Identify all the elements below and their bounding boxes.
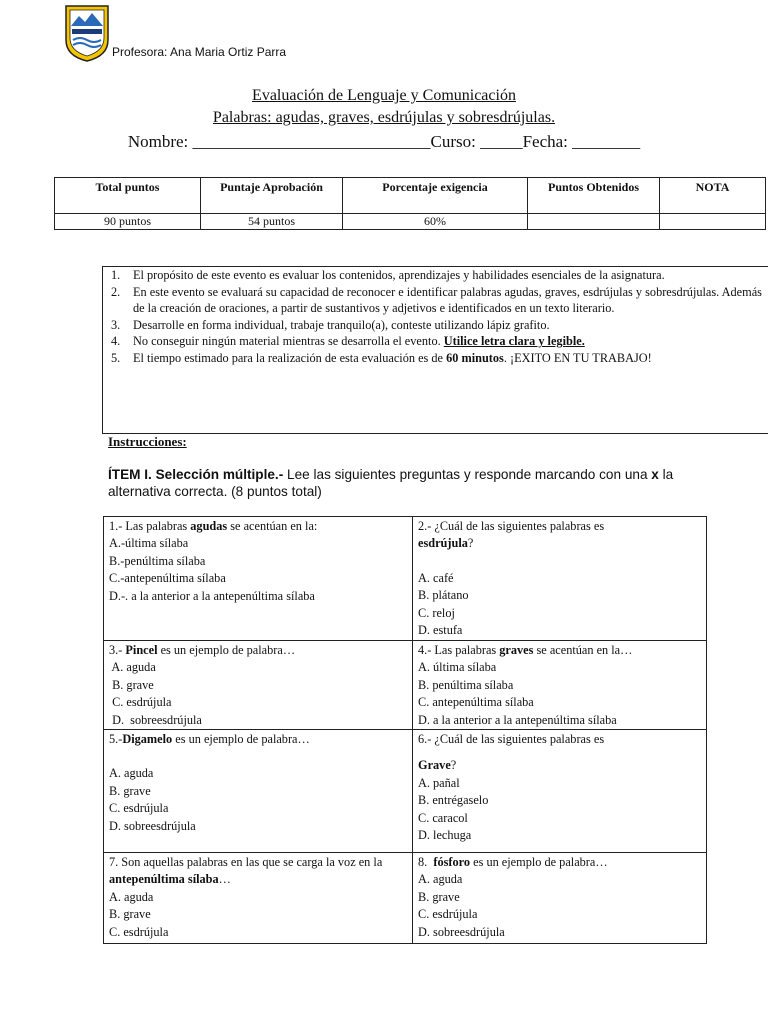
answer-option: C. esdrújula: [109, 695, 172, 710]
answer-option: D. sobreesdrújula: [109, 818, 196, 833]
answer-option: A. pañal: [418, 775, 460, 790]
score-header: Porcentaje exigencia: [343, 178, 528, 214]
answer-option: B. plátano: [418, 588, 469, 603]
answer-option: C. esdrújula: [109, 924, 169, 939]
question-cell-6: 6.- ¿Cuál de las siguientes palabras es Grave? A. pañal B. entrégaselo C. caracol D. lechuga: [413, 730, 707, 853]
score-cell: 54 puntos: [201, 214, 343, 230]
answer-option: A. aguda: [109, 766, 154, 781]
rule-item: 3. Desarrolle en forma individual, trabaje tranquilo(a), conteste utilizando lápiz grafito.: [111, 317, 550, 332]
answer-option: B. grave: [109, 783, 151, 798]
answer-option: B. grave: [109, 677, 154, 692]
score-header: Puntaje Aprobación: [201, 178, 343, 214]
score-cell: 90 puntos: [55, 214, 201, 230]
answer-option: A. aguda: [109, 889, 154, 904]
course-field-label: Curso: _____: [430, 132, 523, 151]
exam-subtitle: Palabras: agudas, graves, esdrújulas y sobresdrújulas.: [212, 109, 556, 126]
exam-title: Evaluación de Lenguaje y Comunicación: [252, 87, 516, 104]
student-info-line: [0, 132, 768, 152]
answer-option: B. penúltima sílaba: [418, 677, 514, 692]
answer-option: D. estufa: [418, 623, 463, 638]
rule-item: 4. No conseguir ningún material mientras se desarrolla el evento. Utilice letra clara y legible.: [111, 334, 585, 349]
answer-option: C. antepenúltima sílaba: [418, 695, 534, 710]
question-cell-7: 7. Son aquellas palabras en las que se carga la voz en la antepenúltima sílaba… A. aguda B. grave C. esdrújula: [104, 853, 413, 944]
rule-item: 5. El tiempo estimado para la realización de esta evaluación es de 60 minutos. ¡EXITO EN TU TRABAJO!: [111, 350, 652, 365]
score-cell: [528, 214, 660, 230]
score-table: [54, 177, 766, 230]
answer-option: C. esdrújula: [109, 801, 169, 816]
rules-box: [102, 266, 768, 434]
rule-item: 1. El propósito de este evento es evaluar los contenidos, aprendizajes y habilidades esenciales de la asignatura.: [111, 268, 665, 282]
answer-option: C.-antepenúltima sílaba: [109, 571, 226, 586]
answer-option: D. lechuga: [418, 828, 472, 843]
question-cell-1: 1.- Las palabras agudas se acentúan en la: A.-última sílaba B.-penúltima sílaba C.-antepenúltima sílaba D.-. a la anterior a la antepenúltima sílaba: [104, 517, 413, 641]
question-cell-2: 2.- ¿Cuál de las siguientes palabras es esdrújula? A. café B. plátano C. reloj D. estufa: [413, 517, 707, 641]
answer-option: D. a la anterior a la antepenúltima sílaba: [418, 712, 617, 727]
answer-option: D. sobreesdrújula: [109, 712, 202, 727]
answer-option: B.-penúltima sílaba: [109, 553, 206, 568]
question-cell-8: 8. fósforo es un ejemplo de palabra… A. aguda B. grave C. esdrújula D. sobreesdrújula: [413, 853, 707, 944]
answer-option: C. reloj: [418, 605, 455, 620]
answer-option: A.-última sílaba: [109, 536, 189, 551]
answer-option: A. aguda: [109, 660, 156, 675]
score-cell: [660, 214, 766, 230]
question-cell-4: 4.- Las palabras graves se acentúan en la… A. última sílaba B. penúltima sílaba C. antepenúltima sílaba D. a la anterior a la antepenúltima sílaba: [413, 641, 707, 730]
answer-option: A. última sílaba: [418, 660, 497, 675]
score-header: Total puntos: [55, 178, 201, 214]
item-one-instructions: ÍTEM I. Selección múltiple.- Lee las siguientes preguntas y responde marcando con una x la alternativa correcta. (8 puntos total): [108, 467, 674, 499]
date-field-label: Fecha: ________: [522, 132, 641, 151]
answer-option: D.-. a la anterior a la antepenúltima sílaba: [109, 588, 315, 603]
school-crest-icon: [64, 4, 110, 62]
score-header: NOTA: [660, 178, 766, 214]
rules-list: [103, 267, 768, 367]
answer-option: B. entrégaselo: [418, 793, 489, 808]
rule-item: 2. En este evento se evaluará su capacidad de reconocer e identificar palabras agudas, graves, esdrújulas y sobresdrújulas. Además de la creación de oraciones, a partir de sustantivos y adjetivos e identificados en un texto literario.: [111, 284, 762, 316]
answer-option: A. aguda: [418, 872, 463, 887]
answer-option: A. café: [418, 570, 454, 585]
question-cell-5: 5.-Digamelo es un ejemplo de palabra… A. aguda B. grave C. esdrújula D. sobreesdrújula: [104, 730, 413, 853]
answer-option: C. esdrújula: [418, 907, 478, 922]
question-cell-3: 3.- Pincel es un ejemplo de palabra… A. aguda B. grave C. esdrújula D. sobreesdrújula: [104, 641, 413, 730]
answer-option: C. caracol: [418, 810, 468, 825]
questions-grid: [103, 516, 707, 944]
score-header: Puntos Obtenidos: [528, 178, 660, 214]
answer-option: D. sobreesdrújula: [418, 924, 505, 939]
name-field-label: Nombre: ____________________________: [127, 132, 431, 151]
school-logo: [64, 4, 110, 62]
answer-option: B. grave: [418, 889, 460, 904]
instructions-heading: Instrucciones:: [108, 434, 187, 449]
answer-option: B. grave: [109, 907, 151, 922]
score-cell: 60%: [343, 214, 528, 230]
teacher-name: Profesora: Ana Maria Ortiz Parra: [112, 45, 287, 59]
